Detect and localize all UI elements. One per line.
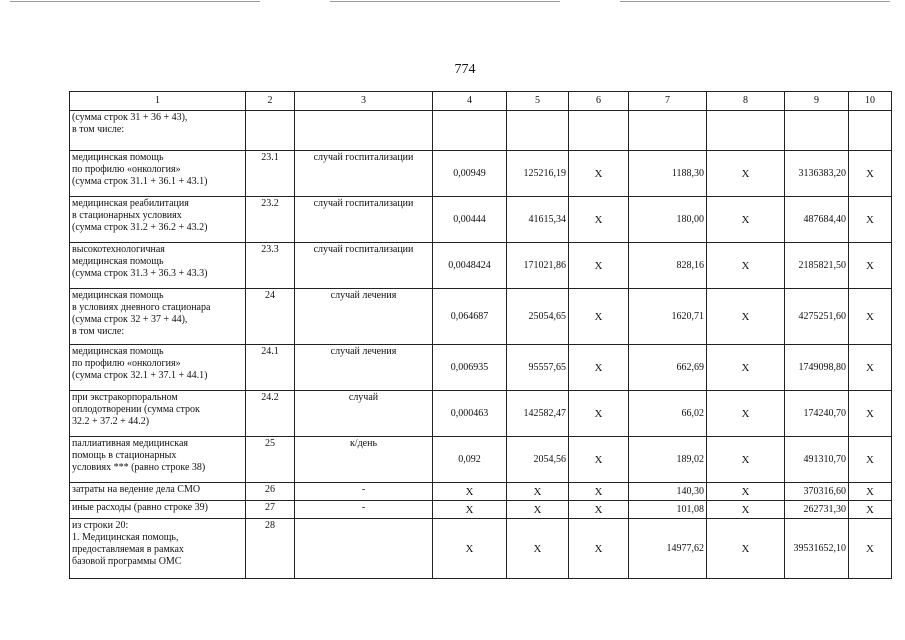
row-name-line: медицинская помощь bbox=[72, 290, 164, 301]
column-header: 9 bbox=[785, 92, 849, 111]
unit-cell: случай bbox=[295, 391, 433, 437]
column-header: 2 bbox=[246, 92, 295, 111]
table-row bbox=[70, 391, 892, 437]
col7-cell: 101,08 bbox=[629, 501, 707, 519]
row-name-line: базовой программы ОМС bbox=[72, 556, 182, 567]
col8-cell: Х bbox=[707, 391, 785, 437]
row-name-line: (сумма строк 31.1 + 36.1 + 43.1) bbox=[72, 176, 208, 187]
col6-cell: Х bbox=[569, 437, 629, 483]
row-number-cell: 24 bbox=[246, 289, 295, 345]
col6-cell: Х bbox=[569, 243, 629, 289]
row-name-cell bbox=[70, 519, 246, 579]
row-name-line: медицинская помощь bbox=[72, 152, 164, 163]
row-name-line: (сумма строк 31 + 36 + 43), bbox=[72, 112, 188, 123]
col4-cell: 0,064687 bbox=[433, 289, 507, 345]
col5-cell: 25054,65 bbox=[507, 289, 569, 345]
col4-cell: 0,092 bbox=[433, 437, 507, 483]
col9-cell: 3136383,20 bbox=[785, 151, 849, 197]
col4-cell: 0,0048424 bbox=[433, 243, 507, 289]
row-name-line: помощь в стационарных bbox=[72, 450, 177, 461]
col9-cell: 4275251,60 bbox=[785, 289, 849, 345]
col8-cell: Х bbox=[707, 197, 785, 243]
col10-cell: Х bbox=[849, 501, 892, 519]
row-name-line: из строки 20: bbox=[72, 520, 129, 531]
col8-cell: Х bbox=[707, 243, 785, 289]
col10-cell: Х bbox=[849, 483, 892, 501]
data-table bbox=[69, 91, 892, 579]
col6-cell bbox=[569, 111, 629, 151]
column-header: 1 bbox=[70, 92, 246, 111]
col7-cell: 1620,71 bbox=[629, 289, 707, 345]
col10-cell: Х bbox=[849, 519, 892, 579]
row-name-line: (сумма строк 31.2 + 36.2 + 43.2) bbox=[72, 222, 208, 233]
col6-cell: Х bbox=[569, 483, 629, 501]
row-name-line: 1. Медицинская помощь, bbox=[72, 532, 179, 543]
col5-cell: 41615,34 bbox=[507, 197, 569, 243]
col8-cell: Х bbox=[707, 151, 785, 197]
header-row bbox=[70, 92, 892, 111]
row-name-line: (сумма строк 31.3 + 36.3 + 43.3) bbox=[72, 268, 208, 279]
row-number-cell: 27 bbox=[246, 501, 295, 519]
row-number-cell: 25 bbox=[246, 437, 295, 483]
row-number-cell: 24.1 bbox=[246, 345, 295, 391]
scan-edge-line bbox=[330, 1, 560, 2]
table-row bbox=[70, 111, 892, 151]
col7-cell bbox=[629, 111, 707, 151]
unit-cell: к/день bbox=[295, 437, 433, 483]
row-name-cell bbox=[70, 391, 246, 437]
col4-cell: 0,006935 bbox=[433, 345, 507, 391]
unit-cell: случай лечения bbox=[295, 289, 433, 345]
col4-cell bbox=[433, 111, 507, 151]
row-name-line: (сумма строк 32.1 + 37.1 + 44.1) bbox=[72, 370, 208, 381]
row-name-line: по профилю «онкология» bbox=[72, 164, 181, 175]
row-name-line: паллиативная медицинская bbox=[72, 438, 189, 449]
row-name-cell bbox=[70, 501, 246, 519]
col5-cell: 171021,86 bbox=[507, 243, 569, 289]
row-name-cell bbox=[70, 243, 246, 289]
col5-cell: 142582,47 bbox=[507, 391, 569, 437]
col4-cell: 0,000463 bbox=[433, 391, 507, 437]
unit-cell: случай госпитализации bbox=[295, 243, 433, 289]
unit-cell bbox=[295, 519, 433, 579]
column-header: 6 bbox=[569, 92, 629, 111]
table-row bbox=[70, 289, 892, 345]
row-name-cell bbox=[70, 197, 246, 243]
row-name-cell bbox=[70, 289, 246, 345]
col5-cell: 2054,56 bbox=[507, 437, 569, 483]
col8-cell bbox=[707, 111, 785, 151]
row-name-line: оплодотворении (сумма строк bbox=[72, 404, 200, 415]
col10-cell: Х bbox=[849, 289, 892, 345]
col10-cell: Х bbox=[849, 197, 892, 243]
table-row bbox=[70, 483, 892, 501]
row-number-cell bbox=[246, 111, 295, 151]
row-name-cell bbox=[70, 111, 246, 151]
col5-cell: Х bbox=[507, 501, 569, 519]
row-name-line: по профилю «онкология» bbox=[72, 358, 181, 369]
col9-cell bbox=[785, 111, 849, 151]
unit-cell: - bbox=[295, 501, 433, 519]
scan-edge-line bbox=[620, 1, 890, 2]
col9-cell: 491310,70 bbox=[785, 437, 849, 483]
col7-cell: 140,30 bbox=[629, 483, 707, 501]
scan-edge-line bbox=[10, 1, 260, 2]
col9-cell: 1749098,80 bbox=[785, 345, 849, 391]
unit-cell: случай госпитализации bbox=[295, 151, 433, 197]
col9-cell: 370316,60 bbox=[785, 483, 849, 501]
col4-cell: Х bbox=[433, 519, 507, 579]
row-name-line: медицинская реабилитация bbox=[72, 198, 189, 209]
col10-cell: Х bbox=[849, 345, 892, 391]
table-row bbox=[70, 519, 892, 579]
col4-cell: 0,00949 bbox=[433, 151, 507, 197]
col8-cell: Х bbox=[707, 501, 785, 519]
row-number-cell: 23.3 bbox=[246, 243, 295, 289]
row-name-line: медицинская помощь bbox=[72, 256, 164, 267]
row-name-line: иные расходы (равно строке 39) bbox=[72, 502, 208, 513]
col5-cell: 95557,65 bbox=[507, 345, 569, 391]
row-name-cell bbox=[70, 345, 246, 391]
table-row bbox=[70, 437, 892, 483]
row-number-cell: 24.2 bbox=[246, 391, 295, 437]
table-row bbox=[70, 345, 892, 391]
column-header: 8 bbox=[707, 92, 785, 111]
col10-cell: Х bbox=[849, 243, 892, 289]
col9-cell: 2185821,50 bbox=[785, 243, 849, 289]
col5-cell bbox=[507, 111, 569, 151]
column-header: 5 bbox=[507, 92, 569, 111]
col8-cell: Х bbox=[707, 483, 785, 501]
col7-cell: 662,69 bbox=[629, 345, 707, 391]
col6-cell: Х bbox=[569, 391, 629, 437]
col7-cell: 189,02 bbox=[629, 437, 707, 483]
col9-cell: 174240,70 bbox=[785, 391, 849, 437]
row-name-line: (сумма строк 32 + 37 + 44), bbox=[72, 314, 188, 325]
col6-cell: Х bbox=[569, 519, 629, 579]
column-header: 7 bbox=[629, 92, 707, 111]
unit-cell: случай лечения bbox=[295, 345, 433, 391]
row-name-line: условиях *** (равно строке 38) bbox=[72, 462, 206, 473]
column-header: 4 bbox=[433, 92, 507, 111]
col10-cell: Х bbox=[849, 437, 892, 483]
col10-cell: Х bbox=[849, 151, 892, 197]
row-name-line: в стационарных условиях bbox=[72, 210, 182, 221]
col5-cell: Х bbox=[507, 483, 569, 501]
unit-cell: - bbox=[295, 483, 433, 501]
table-body bbox=[70, 111, 892, 579]
col10-cell: Х bbox=[849, 391, 892, 437]
col8-cell: Х bbox=[707, 345, 785, 391]
row-name-line: в том числе: bbox=[72, 326, 125, 337]
row-number-cell: 23.1 bbox=[246, 151, 295, 197]
col8-cell: Х bbox=[707, 519, 785, 579]
col6-cell: Х bbox=[569, 345, 629, 391]
col5-cell: 125216,19 bbox=[507, 151, 569, 197]
col6-cell: Х bbox=[569, 501, 629, 519]
column-header: 3 bbox=[295, 92, 433, 111]
row-name-line: предоставляемая в рамках bbox=[72, 544, 184, 555]
row-name-line: затраты на ведение дела СМО bbox=[72, 484, 201, 495]
row-number-cell: 28 bbox=[246, 519, 295, 579]
row-name-line: в условиях дневного стационара bbox=[72, 302, 211, 313]
table-row bbox=[70, 197, 892, 243]
col4-cell: Х bbox=[433, 501, 507, 519]
col9-cell: 262731,30 bbox=[785, 501, 849, 519]
row-name-line: в том числе: bbox=[72, 124, 125, 135]
col8-cell: Х bbox=[707, 289, 785, 345]
table-row bbox=[70, 501, 892, 519]
col7-cell: 66,02 bbox=[629, 391, 707, 437]
page-number: 774 bbox=[454, 62, 476, 77]
col4-cell: Х bbox=[433, 483, 507, 501]
col5-cell: Х bbox=[507, 519, 569, 579]
row-name-line: медицинская помощь bbox=[72, 346, 164, 357]
col9-cell: 487684,40 bbox=[785, 197, 849, 243]
row-name-cell bbox=[70, 437, 246, 483]
col7-cell: 1188,30 bbox=[629, 151, 707, 197]
row-name-line: высокотехнологичная bbox=[72, 244, 165, 255]
row-number-cell: 26 bbox=[246, 483, 295, 501]
col7-cell: 180,00 bbox=[629, 197, 707, 243]
col7-cell: 828,16 bbox=[629, 243, 707, 289]
row-name-line: при экстракорпоральном bbox=[72, 392, 178, 403]
col4-cell: 0,00444 bbox=[433, 197, 507, 243]
col6-cell: Х bbox=[569, 151, 629, 197]
unit-cell: случай госпитализации bbox=[295, 197, 433, 243]
col6-cell: Х bbox=[569, 289, 629, 345]
row-number-cell: 23.2 bbox=[246, 197, 295, 243]
row-name-cell bbox=[70, 151, 246, 197]
table-row bbox=[70, 243, 892, 289]
col7-cell: 14977,62 bbox=[629, 519, 707, 579]
column-header: 10 bbox=[849, 92, 892, 111]
unit-cell bbox=[295, 111, 433, 151]
col10-cell bbox=[849, 111, 892, 151]
col6-cell: Х bbox=[569, 197, 629, 243]
row-name-line: 32.2 + 37.2 + 44.2) bbox=[72, 416, 150, 427]
col9-cell: 39531652,10 bbox=[785, 519, 849, 579]
row-name-cell bbox=[70, 483, 246, 501]
table-row bbox=[70, 151, 892, 197]
col8-cell: Х bbox=[707, 437, 785, 483]
